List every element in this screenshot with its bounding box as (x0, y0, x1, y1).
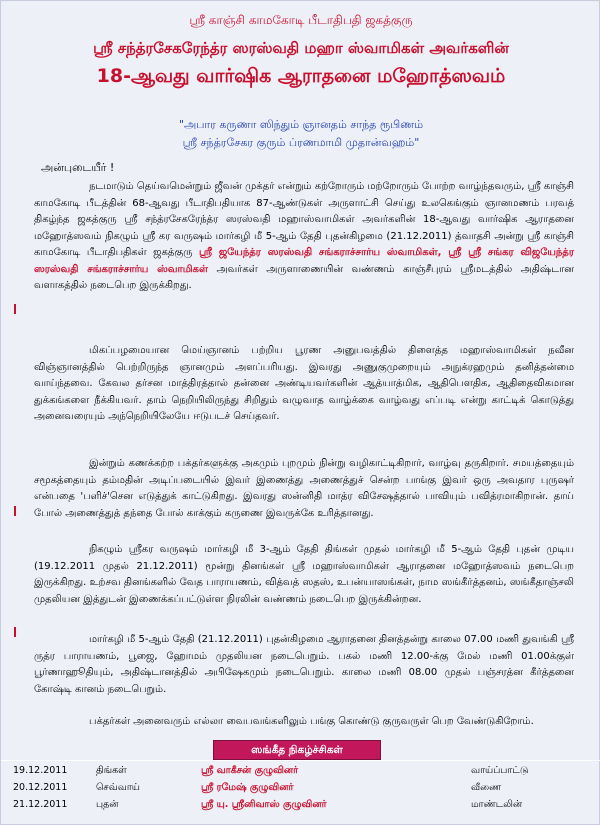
paragraph-2-text: மிகப்பழமையான மெய்ஞானம் பற்றிய பூரண அனுபவத்தில் திளைத்த மஹாஸ்வாமிகள் நவீன விஞ்ஞானத்தில் பெற்றிருந்த ஞானமும் அளப்பரியது. இவரது அணுகுமுறையும் அநுக்ரஹமும் தனித்தன்மை வாய்ந்தவை. கேவல தர்சன மாத்திரத்தால் தன்னை அண்டியவர்களின் ஆத்யாத்மிக, ஆதிபௌதிக, ஆதிதைவிகமான துக்கங்களை நீக்கியவர். தாம் நெறியிலிருந்து சிறிதும் வழுவாத வாழ்க்கை வாழ்வது எப்படி என்று காட்டிக் கொடுத்து அனைவரையும் அந்நெறியிலேயே ஈடுபடச் செய்தவர். (34, 345, 574, 422)
program-row (1, 765, 600, 782)
margin-mark (14, 506, 16, 516)
program-event: வீணை (471, 782, 502, 793)
program-divider (1, 760, 600, 761)
paragraph-4-text: நிகழும் ஸ்ரீகர வருஷம் மார்கழி மீ 3-ஆம் தேதி திங்கள் முதல் மார்கழி மீ 5-ஆம் தேதி புதன் முடிய (19.12.2011 முதல் 21.12.2011) மூன்று தினங்கள் ஸ்ரீ மஹாஸ்வாமிகள் ஆராதனை மஹோத்ஸவம் நடைபெற இருக்கிறது. உற்சவ தினங்களில் வேத பாராயணம், வித்வத் ஸதஸ், உபன்யாஸங்கள், நாம ஸங்கீர்த்தனம், ஸங்கீதாஞ்சலி முதலியன இத்துடன் இணைக்கப்பட்டுள்ள நிரலின் வண்ணம் நடைபெற இருக்கின்றன. (34, 544, 574, 605)
closing-line (34, 716, 574, 728)
paragraph-3 (34, 456, 574, 528)
program-event: மாண்டலின் (471, 799, 523, 810)
program-date: 20.12.2011 (13, 782, 68, 793)
program-artist: ஸ்ரீ வாகீசன் குழுவினர் (201, 765, 299, 776)
event-title: 18-ஆவது வார்ஷிக ஆராதனை மஹோத்ஸவம் (96, 65, 506, 87)
program-day: செவ்வாய் (96, 782, 140, 793)
header-line-2: ஸ்ரீ சந்த்ரசேகரேந்த்ர ஸரஸ்வதி மஹா ஸ்வாமிகள் அவர்களின் (93, 39, 509, 57)
program-row (1, 782, 600, 799)
margin-mark (14, 304, 16, 314)
program-event: வாய்ப்பாட்டு (471, 765, 529, 776)
paragraph-1-text-a: நடமாடும் தெய்வமென்றும் ஜீவன் முக்தர் என்றும் கற்றோரும் மற்றோரும் போற்ற வாழ்ந்தவரும், ஸ்ரீ காஞ்சி காமகோடி பீடத்தின் 68-ஆவது பீடாதிபதியாக 87-ஆண்டுகள் அருளாட்சி செய்து உலகெங்கும் ஞானமணம் பரவத் திகழ்ந்த ஜகத்குரு ஸ்ரீ சந்த்ரசேகரேந்த்ர ஸரஸ்வதி மஹாஸ்வாமிகள் அவர்களின் 18-ஆவது வார்ஷிக ஆராதனை மஹோத்ஸவம் நிகழும் ஸ்ரீ கர வருஷம் மார்கழி மீ 5-ஆம் தேதி புதன்கிழமை (21.12.2011) த்வாதசி அன்று ஸ்ரீ காஞ்சி காமகோடி பீடாதிபதிகள் ஜகத்குரு (34, 181, 574, 258)
program-artist: ஸ்ரீ ரமேஷ் குழுவினர் (201, 782, 294, 793)
quote-line-2: ஸ்ரீ சந்த்ரசேகர குரும் ப்ரணமாமி முதான்வஹம்" (182, 136, 420, 149)
program-date: 21.12.2011 (13, 799, 68, 810)
paragraph-4 (34, 542, 574, 615)
quote-line-1: "அபார கருணா ஸிந்தும் ஞானதம் சாந்த ரூபிணம் (178, 118, 424, 131)
header-line-1: ஸ்ரீ காஞ்சி காமகோடி பீடாதிபதி ஜகத்குரு (189, 13, 413, 27)
program-row (1, 799, 600, 816)
salutation: அன்புடையீர் ! (41, 161, 115, 174)
margin-mark (14, 627, 16, 637)
paragraph-2 (34, 343, 574, 433)
paragraph-3-text: இன்றும் கணக்கற்ற பக்தர்களுக்கு அகமும் புறமும் நின்று வழிகாட்டிகிறார், வாழ்வு தருகிறார். சமயத்தையும் சமூகத்தையும் தம்மதின் அடிப்படையில் இவர் இணைத்து அணைத்துச் சென்ற பாங்கு இவர் ஒரு அவதார புருஷர் என்பதை 'பளிச்'சென எடுத்துக் காட்டுகிறது. இவரது ஸன்னிதி மாத்ர விசேஷத்தால் பாவியும் பவித்ரமாகிறான். தாய் போல் அணைத்துத் தந்தை போல் காக்கும் கருணை இவருக்கே உரித்தானது. (34, 458, 574, 519)
program-artist: ஸ்ரீ யு. ஸ்ரீனிவாஸ் குழுவினர் (201, 799, 327, 810)
paragraph-1-text-b: அவர்கள் அருளாணையின் வண்ணம் காஞ்சீபுரம் ஸ்ரீமடத்தில் அதிஷ்டான வளாகத்தில் நடைபெற இருக்கிறது. (34, 263, 574, 291)
sloka-quote (1, 116, 600, 152)
program-day: புதன் (96, 799, 119, 810)
program-day: திங்கள் (96, 765, 127, 776)
program-title-badge: ஸங்கீத நிகழ்ச்சிகள் (213, 740, 381, 760)
closing-text: பக்தர்கள் அனைவரும் எல்லா வைபவங்களிலும் பங்கு கொண்டு குருவருள் பெற வேண்டுகிறோம். (89, 716, 534, 727)
program-date: 19.12.2011 (13, 765, 68, 776)
paragraph-1 (34, 179, 574, 319)
paragraph-1-highlight: ஸ்ரீ ஜயேந்த்ர ஸரஸ்வதி சங்கராச்சார்ய ஸ்வாமிகள், ஸ்ரீ ஸ்ரீ சங்கர விஜயேந்த்ர ஸரஸ்வதி சங்கராச்சார்ய ஸ்வாமிகள் (34, 247, 574, 275)
paragraph-5-text: மார்கழி மீ 5-ஆம் தேதி (21.12.2011) புதன்கிழமை ஆராதனை தினத்தன்று காலை 07.00 மணி துவங்கி ஸ்ரீ ருத்ர பாராயணம், பூஜை, ஹோமம் முதலியன நடைபெறும். பகல் மணி 12.00-க்கு மேல் மணி 01.00க்குள் பூர்ணாஹூதியும், அதிஷ்டானத்தில் அபிஷேகமும் நடைபெறும். காலை மணி 08.00 முதல் பஞ்சரத்ன கீர்த்தனை கோஷ்டி கானம் நடைபெறும். (34, 634, 574, 695)
paragraph-5 (34, 632, 574, 707)
